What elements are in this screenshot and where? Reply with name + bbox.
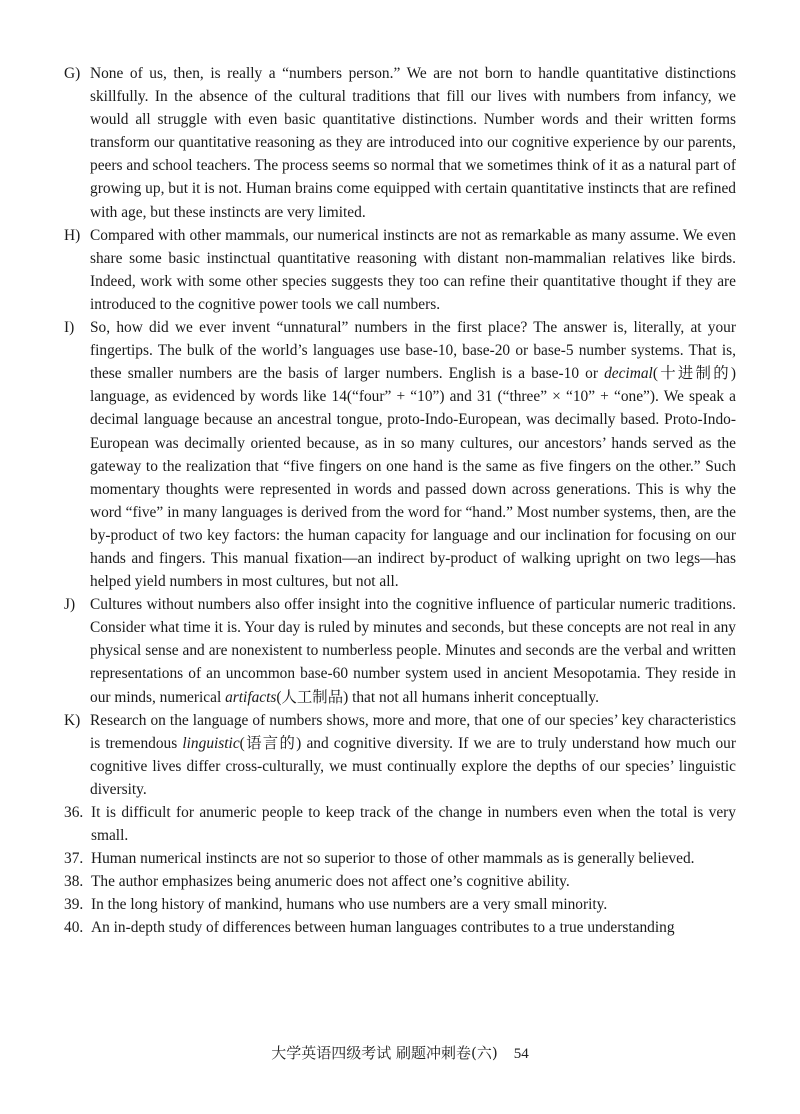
paragraph-text: So, how did we ever invent “unnatural” numbers in the first place? The answer is, literally, at your fingertips. The bulk of the world’s languages use base-10, base-20 or base-5 number systems. That is, these smaller numbers are the basis of larger numbers. English is a base-10 or [90,319,736,383]
question-text: It is difficult for anumeric people to keep track of the change in numbers even when the total is very small. [91,804,736,845]
chinese-gloss: (十进制的) [652,365,736,383]
footer-title: 大学英语四级考试 刷题冲刺卷(六) [271,1044,498,1062]
paragraph-label: H) [64,226,81,244]
question-text: Human numerical instincts are not so superior to those of other mammals as is generally believed. [91,850,695,868]
chinese-gloss: (人工制品) [276,688,349,706]
paragraph-label: K) [64,711,81,729]
paragraph-text: and cognitive diversity. If we are to truly understand how much our cognitive lives differ cross-culturally, we must continually explore the depths of our species’ linguistic diversity. [90,734,736,798]
paragraph-label: J) [64,596,76,614]
paragraph-text: language, as evidenced by words like 14(“four” + “10”) and 31 (“three” × “10” + “one”). We speak a decimal language because an ancestral tongue, proto-Indo-European, was decimally based. Proto-Indo-European was decimally oriented because, as in so many cultures, our ancestors’ hands served as the gateway to the realization that “five fingers on one hand is the same as five fingers on the other.” Such momentary thoughts were represented in words and passed down across generations. This is why the word “five” in many languages is derived from the word for “hand.” Most number systems, then, are the by-product of two key factors: the human capacity for language and our inclination for focusing on our hands and fingers. This manual fixation—an indirect by-product of walking upright on two legs—has helped yield numbers in most cultures, but not all. [90,388,736,591]
question-36 [64,801,736,847]
italic-term: linguistic [182,734,240,752]
italic-term: artifacts [225,688,277,706]
paragraph-label: I) [64,319,75,337]
question-number: 40. [64,919,84,937]
question-number: 38. [64,873,84,891]
document-page [64,62,736,940]
paragraph-h [64,224,736,316]
page-footer [0,1042,800,1063]
paragraph-i [64,316,736,593]
paragraph-text: Research on the language of numbers shows, more and more, that one of our species’ key characteristics is tremendous [90,711,736,752]
paragraph-text: Cultures without numbers also offer insight into the cognitive influence of particular numeric traditions. Consider what time it is. Your day is ruled by minutes and seconds, but these concepts are not real in any physical sense and are nonexistent to numberless people. Minutes and seconds are the verbal and written representations of an uncommon base-60 number system used in ancient Mesopotamia. They reside in our minds, numerical [90,596,736,706]
paragraph-text: Compared with other mammals, our numerical instincts are not as remarkable as many assume. We even share some basic instinctual quantitative reasoning with distant non-mammalian relatives like birds. Indeed, work with some other species suggests they too can refine their quantitative thought if they are introduced to the cognitive power tools we call numbers. [90,226,736,313]
paragraph-label: G) [64,65,81,82]
question-number: 36. [64,804,84,821]
question-number: 37. [64,850,84,868]
chinese-gloss: (语言的) [239,734,302,752]
paragraph-text: that not all humans inherit conceptually. [348,688,599,706]
question-40 [64,916,736,939]
question-text: The author emphasizes being anumeric does not affect one’s cognitive ability. [91,873,570,891]
question-39 [64,893,736,916]
paragraph-g [64,62,736,224]
paragraph-j [64,593,736,708]
question-38 [64,870,736,893]
question-text: An in-depth study of differences between human languages contributes to a true understanding [91,919,675,937]
paragraph-k [64,709,736,801]
question-number: 39. [64,896,84,914]
paragraph-text: None of us, then, is really a “numbers person.” We are not born to handle quantitative distinctions skillfully. In the absence of the cultural traditions that fill our lives with numbers from infancy, we would all struggle with even basic quantitative distinctions. Number words and their written forms transform our quantitative reasoning as they are introduced into our cognitive experience by our parents, peers and school teachers. The process seems so normal that we sometimes think of it as a natural part of growing up, but it is not. Human brains come equipped with certain quantitative instincts that are refined with age, but these instincts are very limited. [90,65,736,221]
italic-term: decimal [604,365,653,383]
page-number: 54 [513,1046,529,1062]
question-37 [64,847,736,870]
question-text: In the long history of mankind, humans who use numbers are a very small minority. [91,896,608,914]
